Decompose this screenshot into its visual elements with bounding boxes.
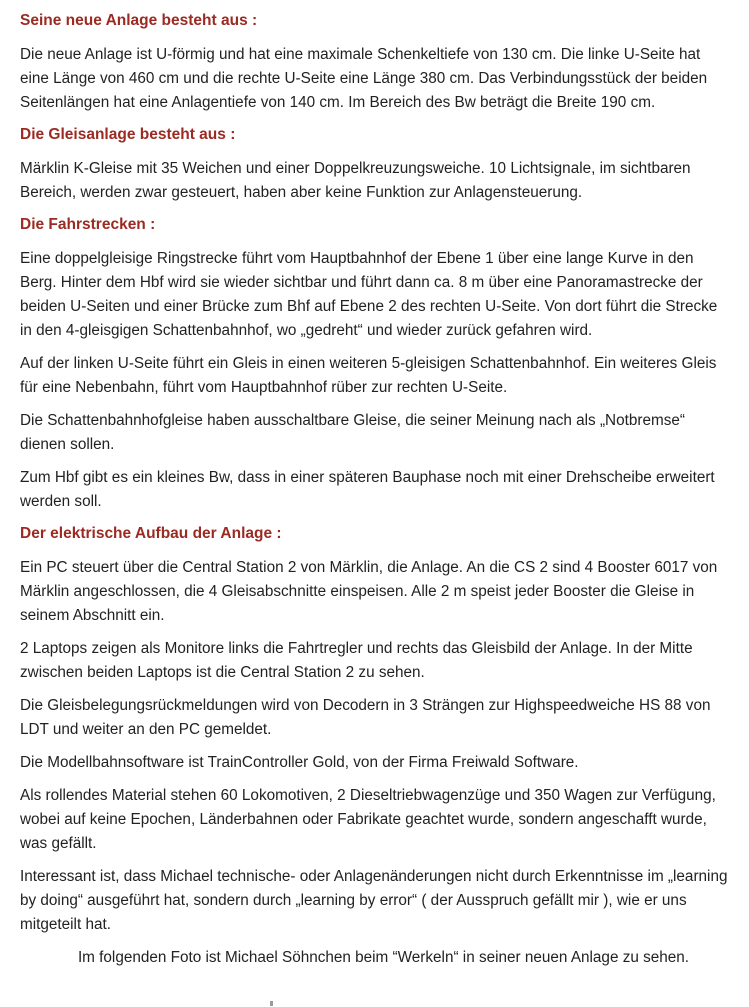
heading-anlage: Seine neue Anlage besteht aus :: [20, 12, 258, 29]
paragraph-pc-steuerung: Ein PC steuert über die Central Station 2 von Märklin, die Anlage. An die CS 2 sind 4 Booster 6017 von Märklin angeschlossen, die 4 Gleisabschnitte einspeisen. Alle 2 m speist jeder Booster die Gleise in seinem Abschnitt ein.: [20, 559, 718, 624]
section-elektrik: [20, 523, 733, 937]
section-gleisanlage: [20, 124, 733, 205]
paragraph-gleisanlage: Märklin K-Gleise mit 35 Weichen und einer Doppelkreuzungsweiche. 10 Lichtsignale, im sichtbaren Bereich, werden zwar gesteuert, haben aber keine Funktion zur Anlagensteuerung.: [20, 160, 691, 201]
heading-gleisanlage: Die Gleisanlage besteht aus :: [20, 126, 236, 143]
section-anlage: [20, 10, 733, 115]
closing-caption: Im folgenden Foto ist Michael Söhnchen beim “Werkeln“ in seiner neuen Anlage zu sehen.: [77, 949, 690, 966]
heading-fahrstrecken: Die Fahrstrecken :: [20, 216, 156, 233]
heading-elektrik: Der elektrische Aufbau der Anlage :: [20, 525, 282, 542]
section-fahrstrecken: [20, 214, 733, 514]
scan-artifact: [270, 1001, 273, 1006]
paragraph-bw: Zum Hbf gibt es ein kleines Bw, dass in einer späteren Bauphase noch mit einer Drehscheibe erweitert werden soll.: [20, 469, 715, 510]
paragraph-anlage-dimensions: Die neue Anlage ist U-förmig und hat eine maximale Schenkeltiefe von 130 cm. Die linke U-Seite hat eine Länge von 460 cm und die rechte U-Seite eine Länge 380 cm. Das Verbindungsstück der beiden Seitenlängen hat eine Anlagentiefe von 140 cm. Im Bereich des Bw beträgt die Breite 190 cm.: [20, 46, 708, 111]
paragraph-schattenbahnhof: Die Schattenbahnhofgleise haben ausschaltbare Gleise, die seiner Meinung nach als „Notbremse“ dienen sollen.: [20, 412, 685, 453]
paragraph-learning: Interessant ist, dass Michael technische- oder Anlagenänderungen nicht durch Erkenntnisse im „learning by doing“ ausgeführt hat, sondern durch „learning by error“ ( der Ausspruch gefällt mir ), wie er uns mitgeteilt hat.: [20, 868, 728, 933]
paragraph-software: Die Modellbahnsoftware ist TrainController Gold, von der Firma Freiwald Software.: [20, 754, 579, 771]
paragraph-laptops: 2 Laptops zeigen als Monitore links die Fahrtregler und rechts das Gleisbild der Anlage. In der Mitte zwischen beiden Laptops ist die Central Station 2 zu sehen.: [20, 640, 693, 681]
paragraph-linke-u-seite: Auf der linken U-Seite führt ein Gleis in einen weiteren 5-gleisigen Schattenbahnhof. Ein weiteres Gleis für eine Nebenbahn, führt vom Hauptbahnhof rüber zur rechten U-Seite.: [20, 355, 717, 396]
paragraph-ringstrecke: Eine doppelgleisige Ringstrecke führt vom Hauptbahnhof der Ebene 1 über eine lange Kurve in den Berg. Hinter dem Hbf wird sie wieder sichtbar und führt dann ca. 8 m über eine Panoramastrecke der beiden U-Seiten und einer Brücke zum Bhf auf Ebene 2 des rechten U-Seite. Von dort führt die Strecke in den 4-gleisgigen Schattenbahnhof, wo „gedreht“ und wieder zurück gefahren wird.: [20, 250, 718, 339]
paragraph-rueckmeldung: Die Gleisbelegungsrückmeldungen wird von Decodern in 3 Strängen zur Highspeedweiche HS 88 von LDT und weiter an den PC gemeldet.: [20, 697, 711, 738]
paragraph-rollmaterial: Als rollendes Material stehen 60 Lokomotiven, 2 Dieseltriebwagenzüge und 350 Wagen zur Verfügung, wobei auf keine Epochen, Länderbahnen oder Fabrikate geachtet wurde, sondern angeschafft wurde, was gefällt.: [20, 787, 716, 852]
